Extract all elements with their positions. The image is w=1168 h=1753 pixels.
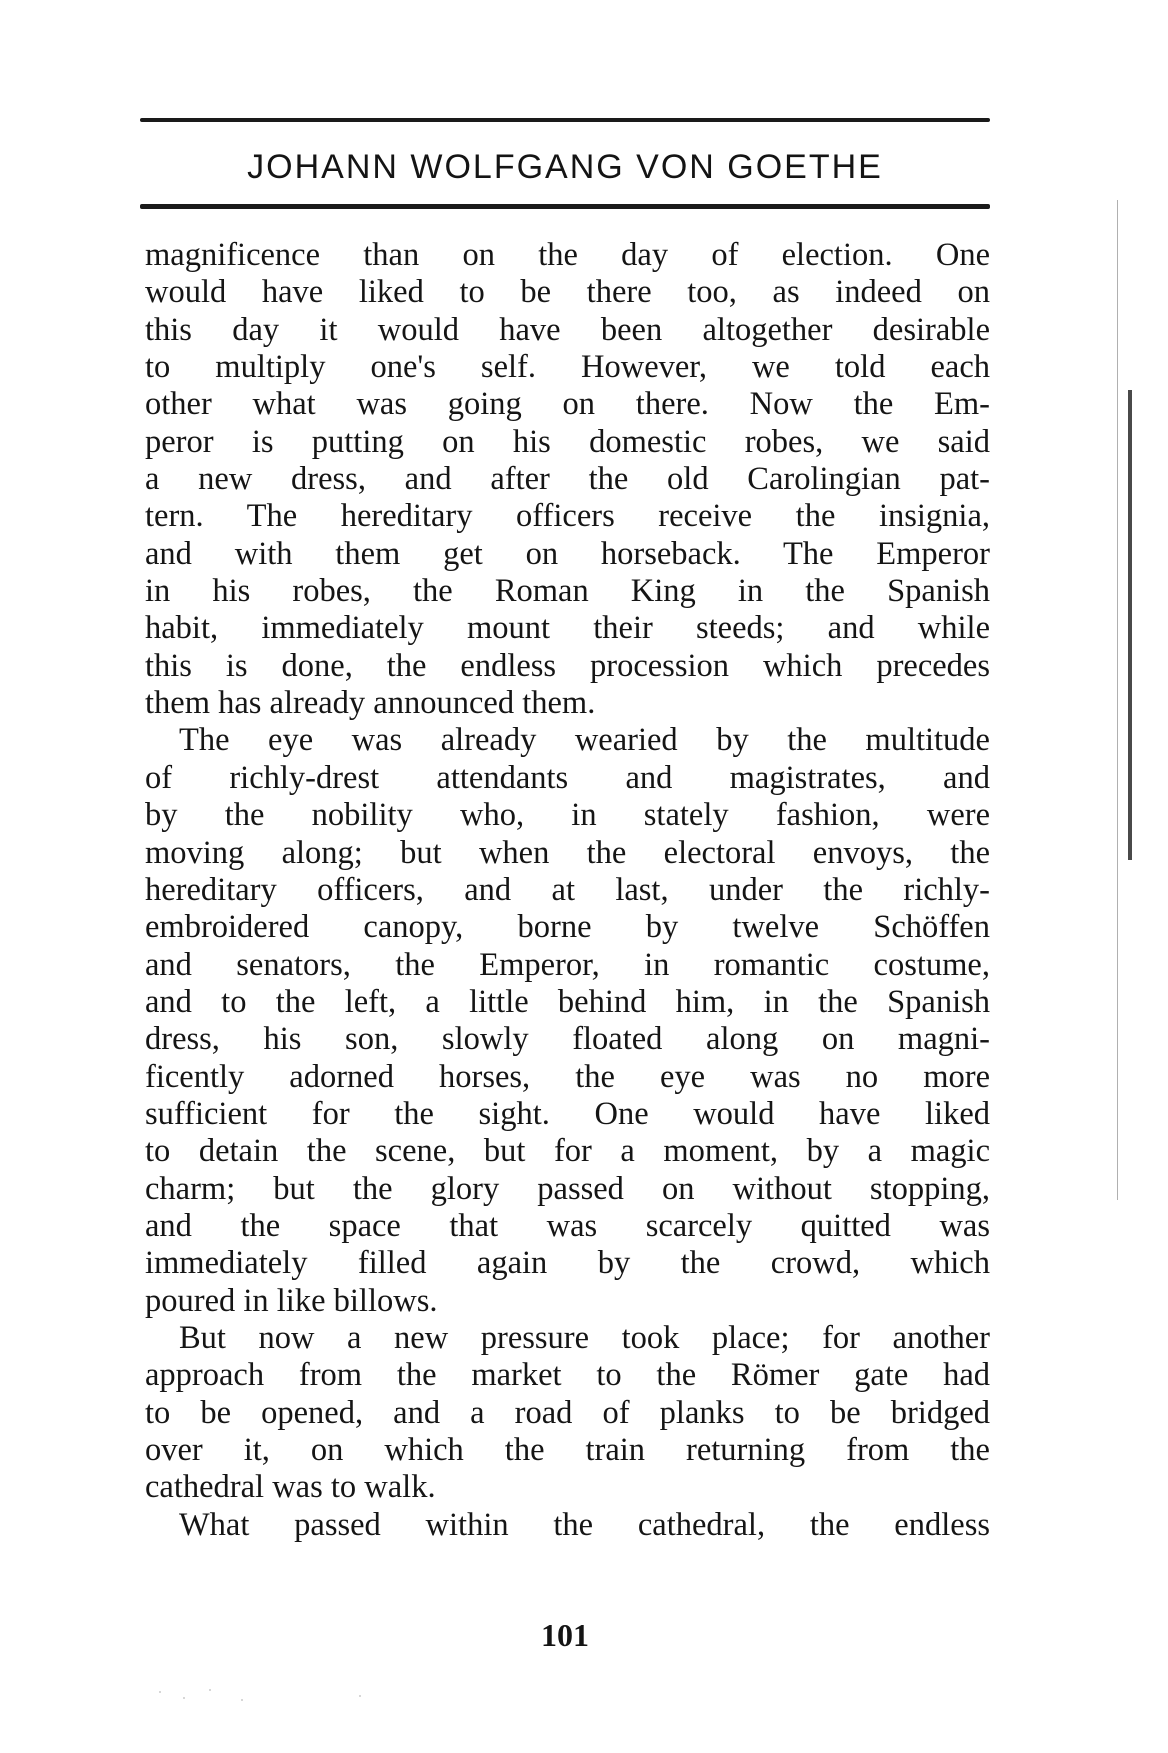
text-line: to multiply one's self. However, we told each <box>145 349 990 386</box>
text-line: tern. The hereditary officers receive the insignia, <box>145 498 990 535</box>
margin-mark <box>1128 390 1132 860</box>
text-line: habit, immediately mount their steeds; and while <box>145 610 990 647</box>
text-line: of richly-drest attendants and magistrates, and <box>145 759 990 796</box>
text-line: magnificence than on the day of election. One <box>145 237 990 273</box>
text-line: them has already announced them. <box>145 685 596 722</box>
text-line: peror is putting on his domestic robes, we said <box>145 423 990 460</box>
header-rule-top <box>140 118 990 122</box>
text-line: by the nobility who, in stately fashion, were <box>145 797 990 834</box>
text-line: sufficient for the sight. One would have liked <box>145 1095 990 1132</box>
text-line: moving along; but when the electoral envoys, the <box>145 834 990 871</box>
print-specks <box>150 1680 390 1710</box>
text-line: to be opened, and a road of planks to be bridged <box>145 1394 990 1431</box>
text-line: dress, his son, slowly floated along on magni- <box>145 1021 990 1058</box>
text-line: What passed within the cathedral, the endless <box>179 1506 990 1543</box>
text-line: embroidered canopy, borne by twelve Schöffen <box>145 909 990 946</box>
text-line: other what was going on there. Now the Em- <box>145 386 990 423</box>
text-line: approach from the market to the Römer gate had <box>145 1357 990 1394</box>
text-line: ficently adorned horses, the eye was no more <box>145 1058 990 1095</box>
text-line: and the space that was scarcely quitted was <box>145 1207 990 1244</box>
body-text <box>145 237 990 1544</box>
text-line: charm; but the glory passed on without stopping, <box>145 1170 990 1207</box>
text-line: hereditary officers, and at last, under the richly- <box>145 871 990 908</box>
text-line: to detain the scene, but for a moment, by a magic <box>145 1133 990 1170</box>
text-line: But now a new pressure took place; for another <box>179 1319 990 1356</box>
text-line: and senators, the Emperor, in romantic costume, <box>145 946 990 983</box>
text-line: this day it would have been altogether desirable <box>145 311 990 348</box>
text-line: cathedral was to walk. <box>145 1469 436 1506</box>
margin-line <box>1117 200 1118 1200</box>
text-line: poured in like billows. <box>145 1282 438 1319</box>
text-line: would have liked to be there too, as indeed on <box>145 274 990 311</box>
text-line: and with them get on horseback. The Emperor <box>145 535 990 572</box>
text-line: this is done, the endless procession which precedes <box>145 647 990 684</box>
text-line: The eye was already wearied by the multitude <box>179 722 990 759</box>
text-line: over it, on which the train returning from the <box>145 1432 990 1468</box>
text-line: immediately filled again by the crowd, which <box>145 1245 990 1282</box>
running-head: JOHANN WOLFGANG VON GOETHE <box>247 148 883 186</box>
header-rule-bottom <box>140 204 990 209</box>
text-line: in his robes, the Roman King in the Spanish <box>145 573 990 610</box>
page-number: 101 <box>541 1617 589 1653</box>
text-line: and to the left, a little behind him, in the Spanish <box>145 983 990 1020</box>
text-line: a new dress, and after the old Carolingian pat- <box>145 461 990 498</box>
